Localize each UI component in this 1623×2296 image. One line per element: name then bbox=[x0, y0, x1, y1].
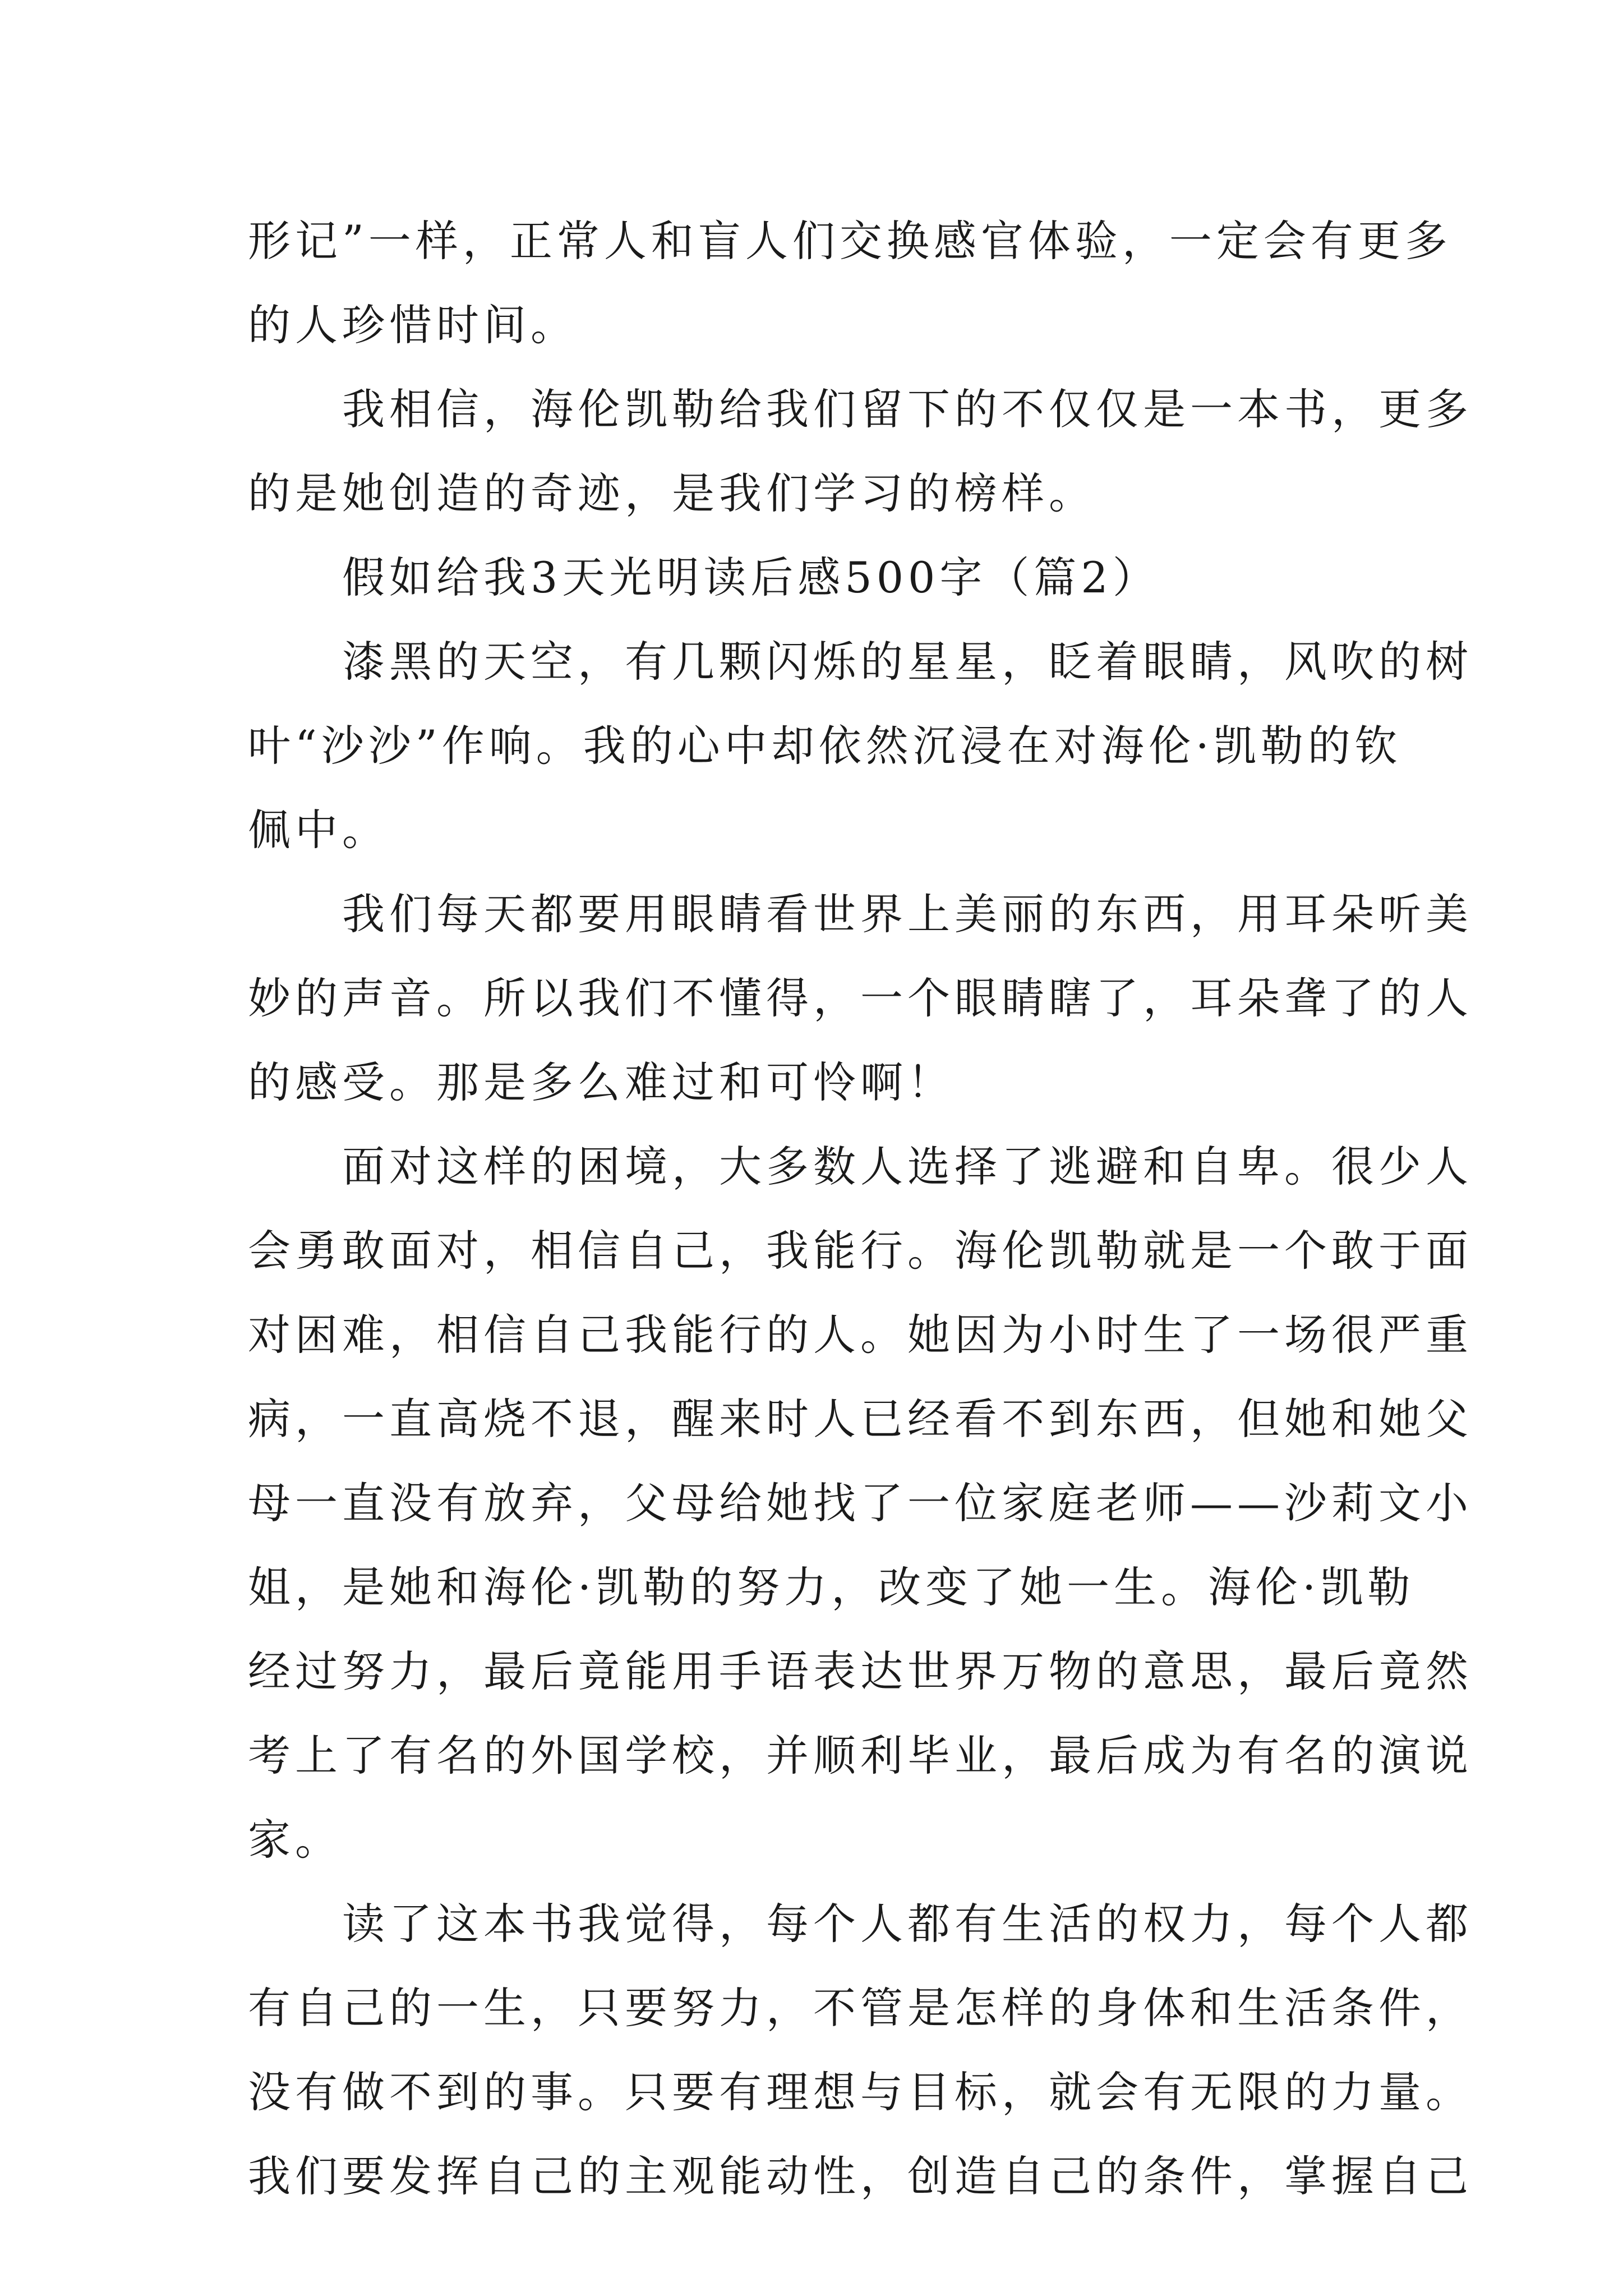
text-line: 妙的声音。所以我们不懂得，一个眼睛瞎了，耳朵聋了的人 bbox=[248, 973, 1473, 1023]
text-line: 会勇敢面对，相信自己，我能行。海伦凯勒就是一个敢于面 bbox=[248, 1226, 1473, 1276]
text-line: 的感受。那是多么难过和可怜啊！ bbox=[248, 1057, 955, 1107]
section-heading: 假如给我3天光明读后感500字（篇2） bbox=[248, 553, 1160, 602]
text-line: 母一直没有放弃，父母给她找了一位家庭老师——沙莉文小 bbox=[248, 1478, 1473, 1528]
text-line: 我们每天都要用眼睛看世界上美丽的东西，用耳朵听美 bbox=[248, 889, 1473, 939]
text-line: 佩中。 bbox=[248, 805, 389, 855]
text-line: 我相信，海伦凯勒给我们留下的不仅仅是一本书，更多 bbox=[248, 384, 1473, 434]
text-line: 姐，是她和海伦·凯勒的努力，改变了她一生。海伦·凯勒 bbox=[248, 1562, 1415, 1612]
text-line: 没有做不到的事。只要有理想与目标，就会有无限的力量。 bbox=[248, 2067, 1473, 2117]
text-line: 形记”一样，正常人和盲人们交换感官体验，一定会有更多 bbox=[248, 216, 1452, 266]
text-line: 家。 bbox=[248, 1815, 342, 1865]
text-line: 有自己的一生，只要努力，不管是怎样的身体和生活条件， bbox=[248, 1983, 1473, 2033]
text-line: 经过努力，最后竟能用手语表达世界万物的意思，最后竟然 bbox=[248, 1646, 1473, 1696]
text-line: 我们要发挥自己的主观能动性，创造自己的条件，掌握自己 bbox=[248, 2151, 1473, 2201]
text-line: 考上了有名的外国学校，并顺利毕业，最后成为有名的演说 bbox=[248, 1731, 1473, 1780]
text-line: 的人珍惜时间。 bbox=[248, 300, 578, 350]
text-line: 病，一直高烧不退，醒来时人已经看不到东西，但她和她父 bbox=[248, 1394, 1473, 1444]
text-line: 对困难，相信自己我能行的人。她因为小时生了一场很严重 bbox=[248, 1310, 1473, 1360]
text-line: 的是她创造的奇迹，是我们学习的榜样。 bbox=[248, 468, 1096, 518]
text-line: 叶“沙沙”作响。我的心中却依然沉浸在对海伦·凯勒的钦 bbox=[248, 721, 1402, 771]
text-line: 面对这样的困境，大多数人选择了逃避和自卑。很少人 bbox=[248, 1142, 1473, 1191]
text-line: 漆黑的天空，有几颗闪烁的星星，眨着眼睛，风吹的树 bbox=[248, 637, 1473, 687]
text-line: 读了这本书我觉得，每个人都有生活的权力，每个人都 bbox=[248, 1899, 1473, 1949]
